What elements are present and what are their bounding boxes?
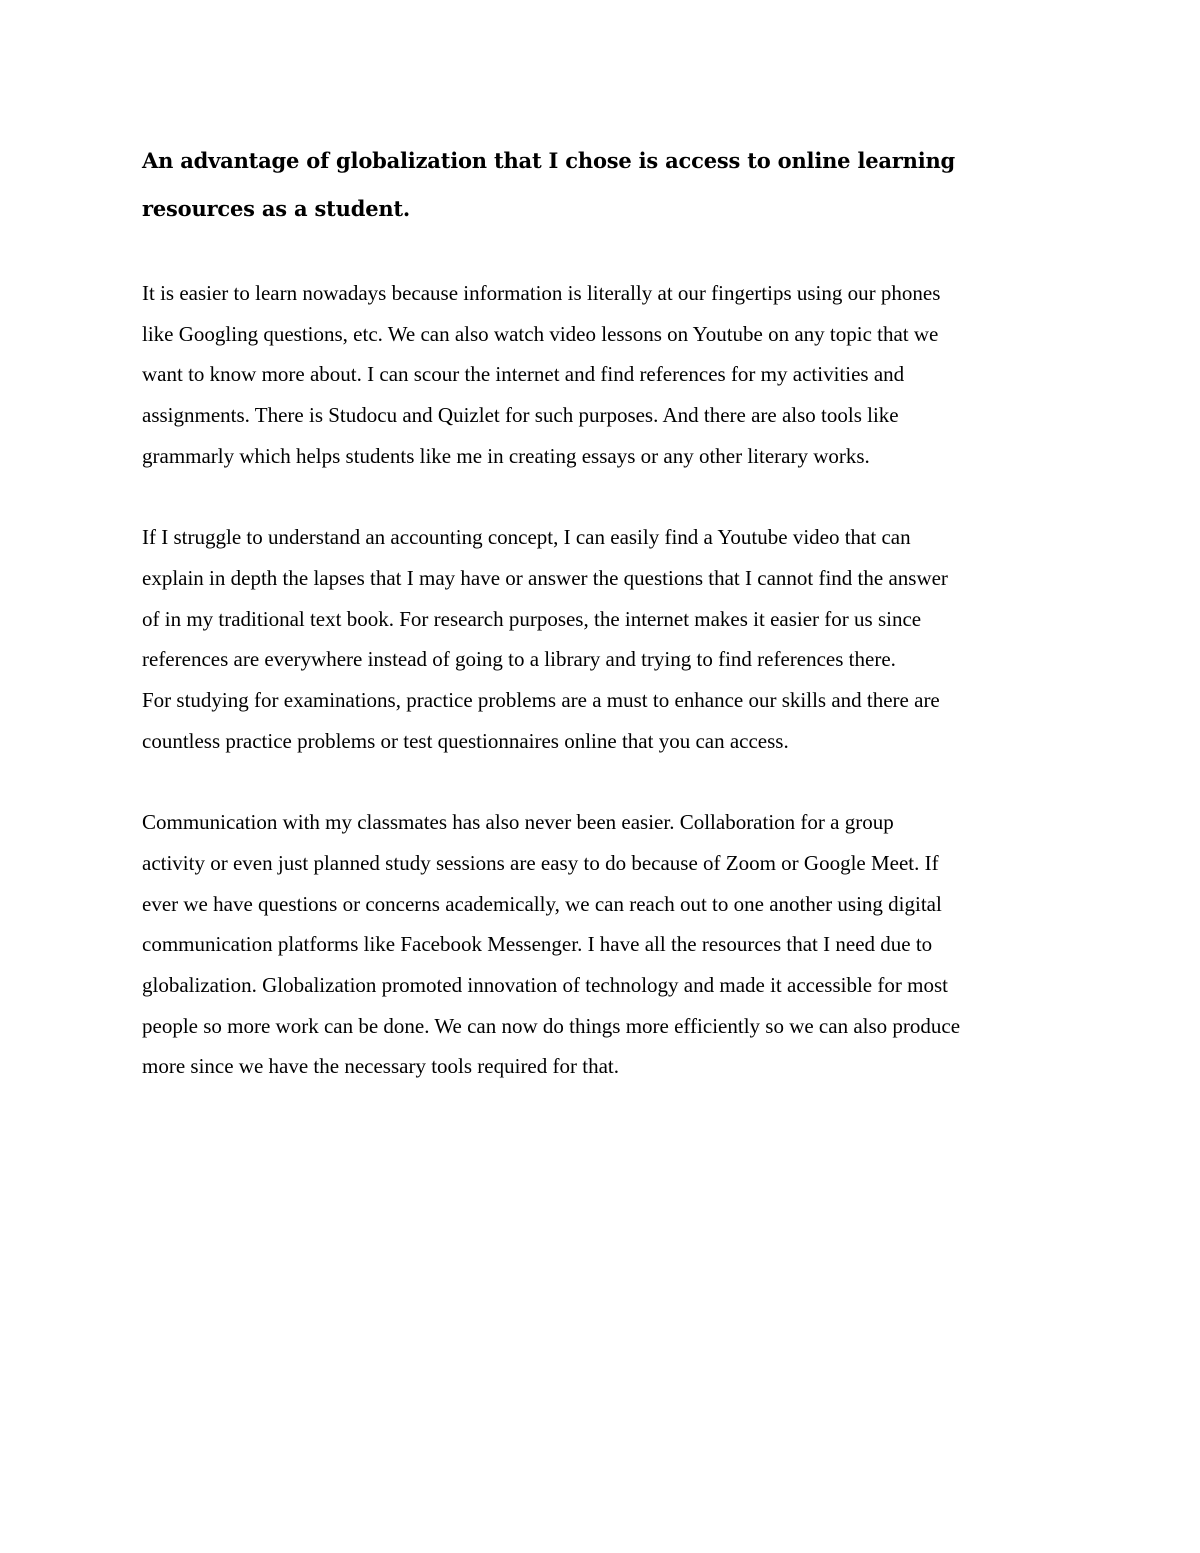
paragraph-line: globalization. Globalization promoted innovation of technology and made it accessible for most <box>142 972 948 997</box>
paragraph-line: Communication with my classmates has also never been easier. Collaboration for a group <box>142 810 894 835</box>
paragraph-line: countless practice problems or test questionnaires online that you can access. <box>142 728 789 753</box>
paragraph-line: like Googling questions, etc. We can also watch video lessons on Youtube on any topic that we <box>142 321 939 346</box>
paragraph-line: activity or even just planned study sessions are easy to do because of Zoom or Google Meet. If <box>142 850 939 875</box>
paragraph-line: For studying for examinations, practice problems are a must to enhance our skills and there are <box>142 688 940 713</box>
paragraph-accounting-research <box>142 517 1067 761</box>
paragraph-line: of in my traditional text book. For research purposes, the internet makes it easier for us since <box>142 606 922 631</box>
paragraph-line: assignments. There is Studocu and Quizlet for such purposes. And there are also tools like <box>142 403 899 428</box>
paragraph-line: people so more work can be done. We can now do things more efficiently so we can also produce <box>142 1013 961 1038</box>
paragraph-line: grammarly which helps students like me in creating essays or any other literary works. <box>142 443 870 468</box>
paragraph-line: references are everywhere instead of going to a library and trying to find references there. <box>142 647 896 672</box>
document-heading: An advantage of globalization that I chose is access to online learning resources as a student. <box>142 148 956 221</box>
paragraph-line: It is easier to learn nowadays because information is literally at our fingertips using our phones <box>142 281 941 305</box>
paragraph-line: If I struggle to understand an accounting concept, I can easily find a Youtube video that can <box>142 525 911 550</box>
paragraph-online-resources <box>142 273 1067 477</box>
document-body <box>142 137 1067 1128</box>
paragraph-line: explain in depth the lapses that I may have or answer the questions that I cannot find the answer <box>142 565 948 590</box>
paragraph-line: want to know more about. I can scour the internet and find references for my activities and <box>142 362 905 387</box>
paragraph-communication <box>142 802 1067 1087</box>
paragraph-line: ever we have questions or concerns academically, we can reach out to one another using digital <box>142 891 942 916</box>
paragraph-line: communication platforms like Facebook Messenger. I have all the resources that I need due to <box>142 932 933 957</box>
paragraph-line: more since we have the necessary tools required for that. <box>142 1054 619 1079</box>
